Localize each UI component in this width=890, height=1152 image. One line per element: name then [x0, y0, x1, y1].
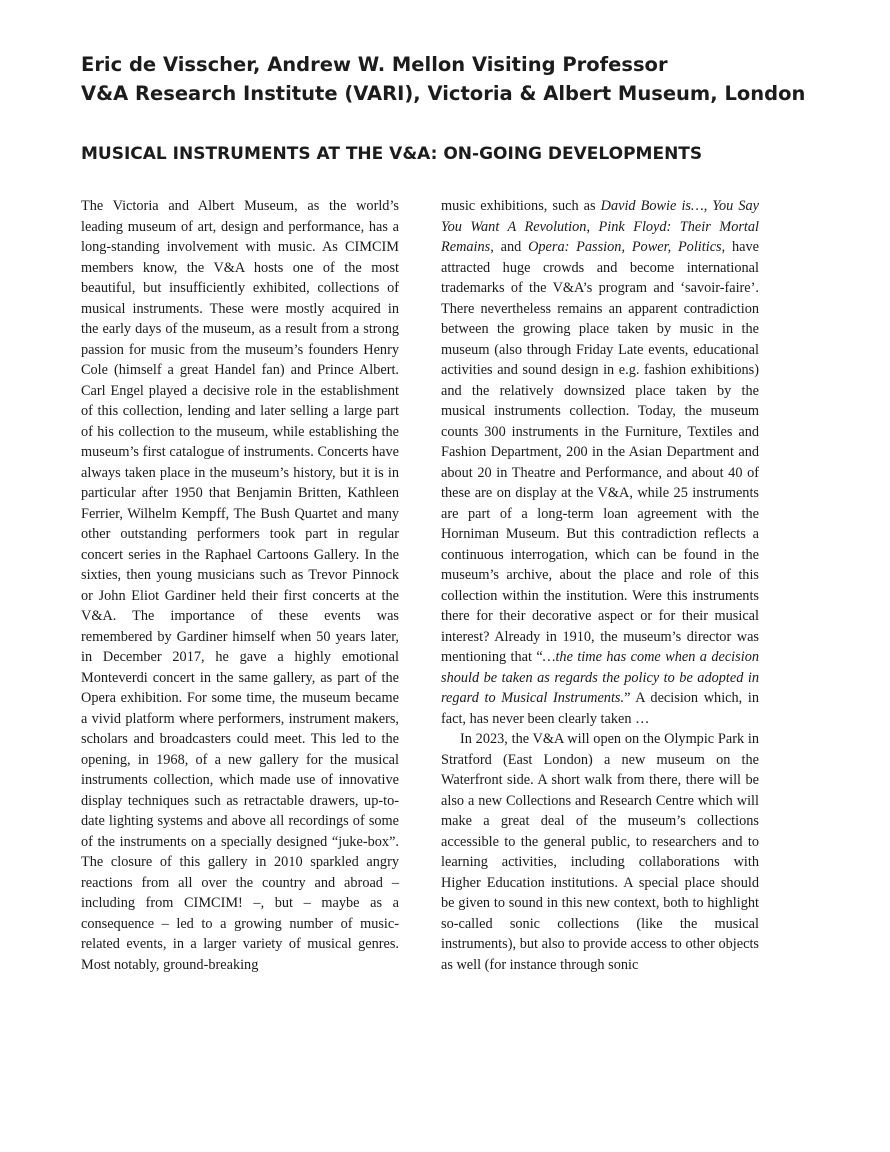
exhibition-title: You Say You Want A Revolution: [441, 198, 759, 235]
text-run: ,: [703, 198, 713, 214]
body-paragraph: [441, 196, 759, 729]
body-paragraph: The Victoria and Albert Museum, as the world’s leading museum of art, design and performance, has a long-standing involvement with music. As CIMCIM members know, the V&A hosts one of the most beautiful, but insufficiently exhibited, collections of musical instruments. These were mostly acquired in the early days of the museum, as a result from a strong passion for music from the museum’s founders Henry Cole (himself a great Handel fan) and Prince Albert. Carl Engel played a decisive role in the establishment of this collection, lending and later selling a large part of his collection to the museum, while establishing the museum’s first catalogue of instruments. Concerts have always taken place in the museum’s history, but it is in particular after 1950 that Benjamin Britten, Kathleen Ferrier, Wilhelm Kempff, The Bush Quartet and many other outstanding performers took part in regular concert series in the Raphael Cartoons Gallery. In the sixties, then young musicians such as Trevor Pinnock or John Eliot Gardiner held their first concerts at the V&A. The importance of these events was remembered by Gardiner himself when 50 years later, in December 2017, he gave a highly emotional Monteverdi concert in the same gallery, as part of the Opera exhibition. For some time, the museum became a vivid platform where performers, instrument makers, scholars and broadcasters could meet. This led to the opening, in 1968, of a new gallery for the musical instruments collection, which made use of innovative display techniques such as retractable drawers, up-to-date lighting systems and above all recordings of some of the instruments on a specially designed “juke-box”. The closure of this gallery in 2010 sparkled angry reactions from all over the country and abroad – including from CIMCIM! –, but – maybe as a consequence – led to a growing number of music-related events, in a larger variety of musical genres. Most notably, ground-breaking: [81, 198, 399, 973]
body-paragraph: In 2023, the V&A will open on the Olympic Park in Stratford (East London) a new museum on the Waterfront side. A short walk from there, there will be also a new Collections and Research Centre which will make a great deal of the museum’s collections accessible to the general public, to researchers and to learning activities, including collaborations with Higher Education institutions. A special place should be given to sound in this new context, both to highlight so-called sonic collections (like the musical instruments), but also to provide access to other objects as well (for instance through sonic: [441, 731, 759, 973]
text-run: music exhibitions, such as: [441, 198, 601, 214]
text-run: ” A decision which, in fact, has never been clearly taken …: [441, 690, 759, 727]
archive-quote: …the time has come when a decision should be taken as regards the policy to be adopted in regard to Musical Instruments.: [441, 649, 759, 706]
author-name: Eric de Visscher, Andrew W. Mellon Visiting Professor: [81, 53, 668, 76]
exhibition-title: Opera: Passion, Power, Politics: [528, 239, 722, 255]
text-run: , have attracted huge crowds and become international trademarks of the V&A’s program and ‘savoir-faire’. There nevertheless remains an apparent contradiction between the growing place taken by music in the museum (also through Friday Late events, educational activities and sound design in e.g. fashion exhibitions) and the relatively downsized place taken by the musical instruments collection. Today, the museum counts 300 instruments in the Furniture, Textiles and Fashion Department, 200 in the Asian Department and about 20 in Theatre and Performance, and about 40 of these are on display at the V&A, while 25 instruments are part of a long-term loan agreement with the Horniman Museum. But this contradiction reflects a continuous interrogation, which can be found in the museum’s archive, about the place and role of this collection within the institution. Were this instruments there for their decorative aspect or for their musical interest? Already in 1910, the museum’s director was mentioning that “: [441, 239, 759, 665]
exhibition-title: David Bowie is…: [600, 198, 704, 214]
exhibition-title: Pink Floyd: Their Mortal Remains: [441, 218, 759, 255]
author-block: [81, 50, 806, 108]
text-run: , and: [490, 239, 529, 255]
text-column-right: [441, 196, 759, 975]
text-run: ,: [586, 218, 599, 235]
text-column-left: [81, 196, 399, 975]
article-title: MUSICAL INSTRUMENTS AT THE V&A: ON-GOING DEVELOPMENTS: [81, 144, 703, 164]
author-affiliation: V&A Research Institute (VARI), Victoria & Albert Museum, London: [81, 82, 806, 105]
